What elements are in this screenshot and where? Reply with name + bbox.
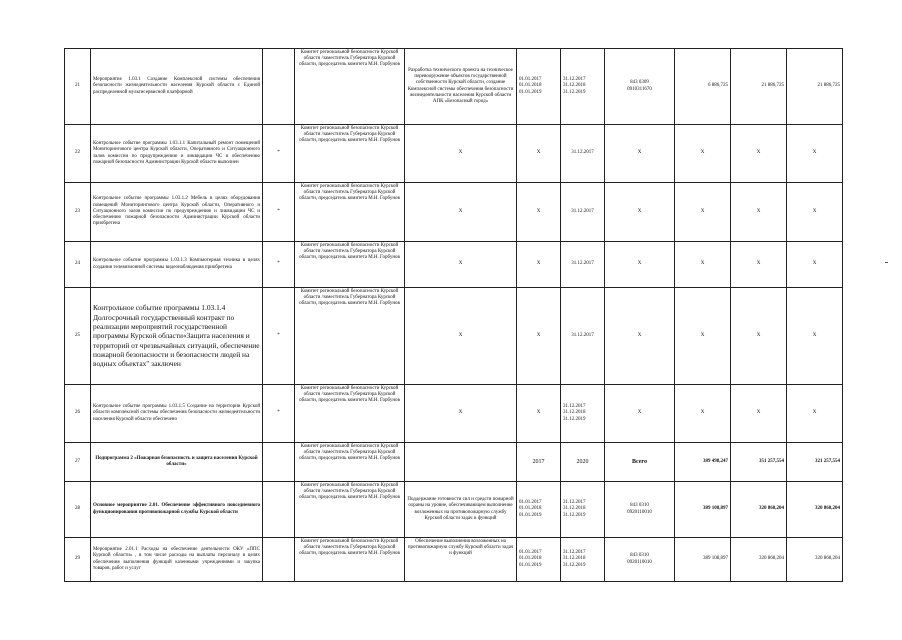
event-name: Контрольное событие программы 1.03.1.2 Мебель в целях оборудования помещений Мониторингового центра Курской области, Оперативного и Ситуационного залов комиссии по предупреждению и ликвидации ЧС и обеспечению пожарной безопасности Администрации Курской области приобретена [91,183,263,242]
start-date: X [517,288,561,385]
amount-2017: 389 498,247 [675,443,731,482]
responsible: Комитет региональной безопасности Курской области /заместитель Губернатора Курской области, председатель комитета М.Н. Горбунов [295,183,405,242]
amount-2017: X [675,288,731,385]
row-number: 24 [65,242,91,288]
end-date: 31.12.2017 [561,242,605,288]
row-number: 23 [65,183,91,242]
responsible: Комитет региональной безопасности Курской области /заместитель Губернатора Курской области, председатель комитета М.Н. Горбунов [295,482,405,538]
row-number: 22 [65,125,91,183]
table-row [65,49,843,125]
event-name: Контрольное событие программы 1.03.1.3 Компьютерная техника в целях создания телевизионной системы видеонаблюдения приобретена [91,242,263,288]
amount-2018: X [731,385,787,443]
expected-result [405,443,517,482]
control-mark: * [263,125,295,183]
control-mark: * [263,183,295,242]
event-name: Мероприятие 1.03.1 Создание Комплексной системы обеспечения безопасности жизнедеятельности населения Курской области с Единой распределенной мультисервисной платформой [91,49,263,125]
responsible: Комитет региональной безопасности Курской области /заместитель Губернатора Курской области, председатель комитета М.Н. Горбунов [295,125,405,183]
control-mark [263,538,295,582]
end-date: 31.12.2017 [561,288,605,385]
table-row [65,385,843,443]
scan-artifact [885,262,888,263]
end-dates: 31.12.2017 31.12.2018 31.12.2019 [561,538,605,582]
budget-code: X [605,288,675,385]
amount-2017: 389 108,897 [675,482,731,538]
row-number: 26 [65,385,91,443]
responsible: Комитет региональной безопасности Курской области /заместитель Губернатора Курской области, председатель комитета М.Н. Горбунов [295,538,405,582]
table-row [65,242,843,288]
end-dates: 31.12.2017 31.12.2018 31.12.2019 [561,385,605,443]
amount-2019: 320 868,204 [787,538,843,582]
row-number: 28 [65,482,91,538]
responsible: Комитет региональной безопасности Курской области /заместитель Губернатора Курской области, председатель комитета М.Н. Горбунов [295,288,405,385]
start-date: X [517,385,561,443]
amount-2018: X [731,288,787,385]
amount-2019: 321 257,554 [787,443,843,482]
start-dates: 01.01.2017 01.01.2018 01.01.2019 [517,49,561,125]
amount-2018: 351 257,554 [731,443,787,482]
amount-2017: X [675,242,731,288]
amount-2018: X [731,242,787,288]
row-number: 21 [65,49,91,125]
end-year: 2020 [561,443,605,482]
expected-result: X [405,125,517,183]
amount-2019: X [787,125,843,183]
start-date: X [517,242,561,288]
table-row [65,183,843,242]
program-table [64,48,843,582]
table-row [65,288,843,385]
control-mark: * [263,242,295,288]
amount-2019: 21 886,725 [787,49,843,125]
amount-2017: 6 886,725 [675,49,731,125]
start-date: X [517,125,561,183]
event-name: Контрольное событие программы 1.03.1.1 Капитальный ремонт помещений Мониторингового центра Курской области, Оперативного и Ситуационного залов комиссии по предупреждению и ликвидации ЧС и обеспечению пожарной безопасности Администрации Курской области выполнен [91,125,263,183]
budget-code: 843 0310 0920110010 [605,538,675,582]
budget-code: 843 0310 0920110010 [605,482,675,538]
amount-2019: 320 868,204 [787,482,843,538]
budget-code: X [605,385,675,443]
amount-2018: X [731,183,787,242]
expected-result: Поддержание готовности сил и средств пожарной охраны на уровне, обеспечивающем выполнение возложенных на противопожарную службу Курской области задач и функций [405,482,517,538]
amount-2017: X [675,385,731,443]
table-row [65,482,843,538]
control-mark [263,49,295,125]
event-name: Основное мероприятие 2.01. Обеспечение эффективного повседневного функционирования противопожарной службы Курской области [91,482,263,538]
amount-2019: X [787,242,843,288]
start-year: 2017 [517,443,561,482]
control-mark: * [263,385,295,443]
row-number: 29 [65,538,91,582]
event-name: Контрольное событие программы 1.03.1.4 Долгосрочный государственный контракт по реализации мероприятий государственной программы Курской области«Защита населения и территорий от чрезвычайных ситуаций, обеспечение пожарной безопасности и безопасности людей на водных объектах" заключен [91,288,263,385]
row-number: 27 [65,443,91,482]
expected-result: X [405,183,517,242]
amount-2017: X [675,125,731,183]
budget-code: Всего [605,443,675,482]
amount-2017: X [675,183,731,242]
amount-2017: 389 108,897 [675,538,731,582]
budget-code: X [605,242,675,288]
end-dates: 31.12.2017 31.12.2018 31.12.2019 [561,49,605,125]
amount-2018: 320 868,204 [731,538,787,582]
start-dates: 01.01.2017 01.01.2018 01.01.2019 [517,538,561,582]
budget-code: 843 0309 0910311670 [605,49,675,125]
table-row [65,538,843,582]
responsible: Комитет региональной безопасности Курской области /заместитель Губернатора Курской области, председатель комитета М.Н. Горбунов [295,443,405,482]
end-date: 31.12.2017 [561,125,605,183]
amount-2018: 320 868,204 [731,482,787,538]
subprogram-name: Подпрограмма 2 «Пожарная безопасность и защита населения Курской области» [91,443,263,482]
event-name: Мероприятие 2.01.1 Расходы на обеспечение деятельности ОКУ «ППС Курской области» , в том числе расходы на выплаты персоналу в целях обеспечения выполнения функций казенными учреждениями и закупка товаров, работ и услуг [91,538,263,582]
control-mark [263,482,295,538]
expected-result: X [405,385,517,443]
control-mark: * [263,288,295,385]
event-name: Контрольное событие программы 1.03.1.5 Создание на территории Курской области комплексной системы обеспечения безопасности жизнедеятельности населения Курской области обеспечено [91,385,263,443]
expected-result: X [405,288,517,385]
start-date: X [517,183,561,242]
table-row [65,443,843,482]
start-dates: 01.01.2017 01.01.2018 01.01.2019 [517,482,561,538]
row-number: 25 [65,288,91,385]
amount-2019: X [787,183,843,242]
table-row [65,125,843,183]
expected-result: X [405,242,517,288]
responsible: Комитет региональной безопасности Курской области /заместитель Губернатора Курской области, председатель комитета М.Н. Горбунов [295,385,405,443]
end-dates: 31.12.2017 31.12.2018 31.12.2019 [561,482,605,538]
responsible: Комитет региональной безопасности Курской области /заместитель Губернатора Курской области, председатель комитета М.Н. Горбунов [295,242,405,288]
amount-2019: X [787,385,843,443]
expected-result: Разработка технического проекта на техническое перевооружение объектов государственной собственности Курской области, создание Комплексной системы обеспечения безопасности жизнедеятельности населения Курской области АПК «Безопасный город» [405,49,517,125]
amount-2018: 21 886,725 [731,49,787,125]
amount-2018: X [731,125,787,183]
amount-2019: X [787,288,843,385]
budget-code: X [605,183,675,242]
expected-result: Обеспечение выполнения возложенных на противопожарную службу Курской области задач и функций [405,538,517,582]
budget-code: X [605,125,675,183]
responsible: Комитет региональной безопасности Курской области /заместитель Губернатора Курской области, председатель комитета М.Н. Горбунов [295,49,405,125]
control-mark [263,443,295,482]
end-date: 31.12.2017 [561,183,605,242]
